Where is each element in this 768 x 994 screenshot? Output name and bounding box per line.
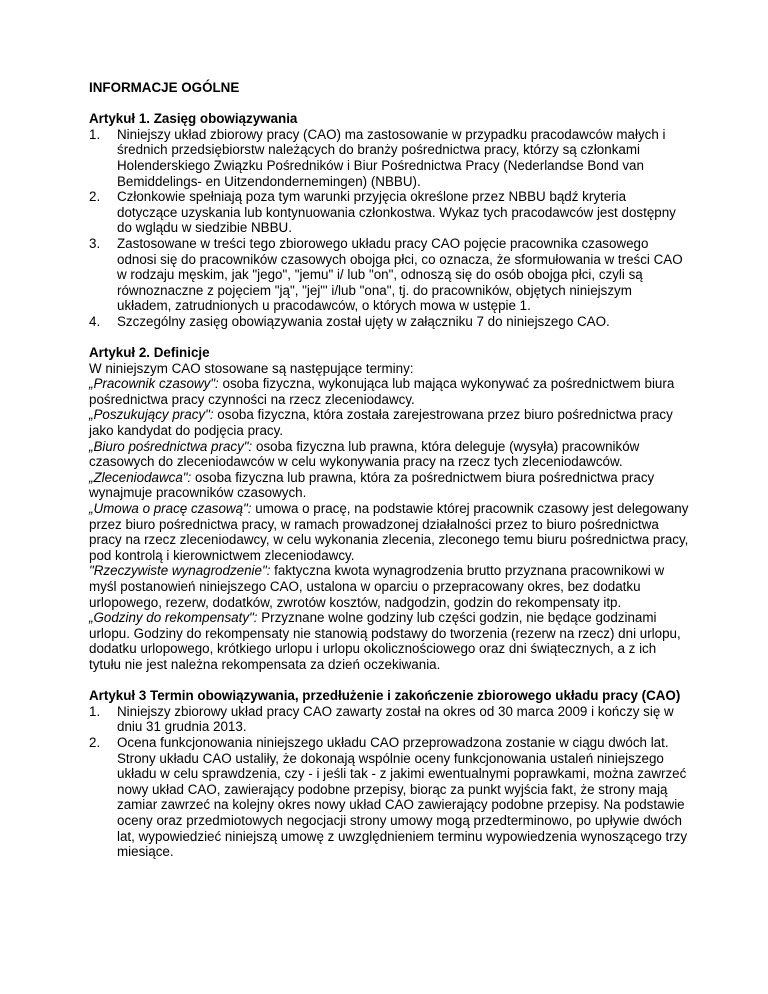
definition-text: osoba fizyczna lub prawna, która za pośrednictwem biura pośrednictwa pracy wynajmuje pracowników czasowych. [89, 469, 655, 501]
definition-text: osoba fizyczna, która została zarejestrowana przez biuro pośrednictwa pracy jako kandydat do podjęcia pracy. [89, 407, 673, 439]
item-text: Członkowie spełniają poza tym warunki przyjęcia określone przez NBBU bądź kryteria dotyczące uzyskania lub kontynuowania członkostwa. Wykaz tych pracodawców jest dostępny do wglądu w siedzibie NBBU. [117, 189, 676, 236]
definition-term: „Biuro pośrednictwa pracy": [89, 438, 253, 454]
document-page [89, 80, 689, 860]
spacer [89, 96, 689, 112]
item-number: 1. [89, 126, 101, 142]
article-2-intro: W niniejszym CAO stosowane są następujące terminy: [89, 360, 414, 376]
item-number: 2. [89, 189, 101, 205]
spacer [89, 673, 689, 689]
definition-term: "Rzeczywiste wynagrodzenie": [89, 563, 271, 579]
article-3-item [89, 704, 689, 735]
item-number: 2. [89, 734, 101, 750]
article-3-item [89, 735, 689, 860]
spacer [89, 330, 689, 346]
article-1-item [89, 189, 689, 236]
article-3 [89, 688, 689, 860]
definition [89, 376, 689, 407]
article-1 [89, 111, 689, 329]
article-1-title: Artykuł 1. Zasięg obowiązywania [89, 111, 298, 127]
article-1-list [89, 127, 689, 330]
definition [89, 470, 689, 501]
article-1-item [89, 236, 689, 314]
definition-term: „Pracownik czasowy": [89, 376, 219, 392]
definition [89, 501, 689, 563]
definition [89, 407, 689, 438]
definition-text: umowa o pracę, na podstawie której pracownik czasowy jest delegowany przez biuro pośrednictwa pracy, w ramach prowadzonej działalności przez to biuro pośrednictwa pracy na rzecz zleceniodawcy, w celu wykonania zlecenia, zleconego temu biuru pośrednictwa pracy, pod kontrolą i kierownictwem zleceniodawcy. [89, 501, 689, 563]
item-text: Zastosowane w treści tego zbiorowego układu pracy CAO pojęcie pracownika czasowego odnosi się do pracowników czasowych obojga płci, co oznacza, że sformułowania w treści CAO w rodzaju męskim, jak "jego", "jemu" i/ lub "on", odnoszą się do osób obojga płci, czyli są równoznaczne z pojęciem "ją", "jej"' i/lub "ona", tj. do pracowników, objętych niniejszym układem, zatrudnionych u pracodawców, o których mowa w ustępie 1. [117, 235, 683, 314]
definition-term: „Umowa o pracę czasową": [89, 501, 252, 517]
definition [89, 610, 689, 672]
article-1-item [89, 314, 689, 330]
document-heading: INFORMACJE OGÓLNE [89, 80, 240, 95]
article-2 [89, 345, 689, 672]
article-2-title: Artykuł 2. Definicje [89, 345, 210, 361]
definition [89, 439, 689, 470]
item-text: Ocena funkcjonowania niniejszego układu CAO przeprowadzona zostanie w ciągu dwóch lat. Strony układu CAO ustaliły, że dokonają wspólnie oceny funkcjonowania ustaleń niniejszego układu w celu sprawdzenia, czy - i jeśli tak - z jakimi ewentualnymi poprawkami, można zawrzeć nowy układ CAO, zawierający podobne przepisy, biorąc za punkt wyjścia fakt, że strony mają zamiar zawrzeć na kolejny okres nowy układ CAO zawierający podobne przepisy. Na podstawie oceny oraz przedmiotowych negocjacji strony umowy mogą przedterminowo, po upływie dwóch lat, wypowiedzieć niniejszą umowę z uwzględnieniem terminu wypowiedzenia wynoszącego trzy miesiące. [117, 734, 688, 860]
definition-term: „Godziny do rekompensaty": [89, 610, 258, 626]
article-3-list [89, 704, 689, 860]
definition-text: faktyczna kwota wynagrodzenia brutto przyznana pracownikowi w myśl postanowień niniejszego CAO, ustalona w oparciu o przepracowany okres, bez dodatku urlopowego, rezerw, dodatków, zwrotów kosztów, nadgodzin, godzin do rekompensaty itp. [89, 563, 665, 610]
definition-text: Przyznane wolne godziny lub części godzin, nie będące godzinami urlopu. Godziny do rekompensaty nie stanowią podstawy do tworzenia (rezerw na rzecz) dni urlopu, dodatku urlopowego, krótkiego urlopu i urlopu okolicznościowego oraz dni świątecznych, a z ich tytułu nie jest należna rekompensata za dzień oczekiwania. [89, 610, 681, 672]
item-text: Niniejszy zbiorowy układ pracy CAO zawarty został na okres od 30 marca 2009 i kończy się w dniu 31 grudnia 2013. [117, 703, 674, 735]
article-1-item [89, 127, 689, 189]
definition-term: „Zleceniodawca": [89, 469, 192, 485]
article-3-title: Artykuł 3 Termin obowiązywania, przedłużenie i zakończenie zbiorowego układu pracy (CAO) [89, 688, 681, 704]
definition [89, 563, 689, 610]
definition-text: osoba fizyczna lub prawna, która deleguje (wysyła) pracowników czasowych do zleceniodawców w celu wykonywania pracy na rzecz tych zleceniodawców. [89, 438, 640, 470]
definition-term: „Poszukujący pracy": [89, 407, 214, 423]
item-number: 3. [89, 235, 101, 251]
item-text: Szczególny zasięg obowiązywania został ujęty w załączniku 7 do niniejszego CAO. [117, 313, 610, 329]
item-text: Niniejszy układ zbiorowy pracy (CAO) ma zastosowanie w przypadku pracodawców małych i średnich przedsiębiorstw należących do branży pośrednictwa pracy, którzy są członkami Holenderskiego Związku Pośredników i Biur Pośrednictwa Pracy (Nederlandse Bond van Bemiddelings- en Uitzendondernemingen) (NBBU). [117, 126, 666, 189]
item-number: 1. [89, 703, 101, 719]
item-number: 4. [89, 313, 101, 329]
definition-text: osoba fizyczna, wykonująca lub mająca wykonywać za pośrednictwem biura pośrednictwa pracy czynności na rzecz zleceniodawcy. [89, 376, 675, 407]
